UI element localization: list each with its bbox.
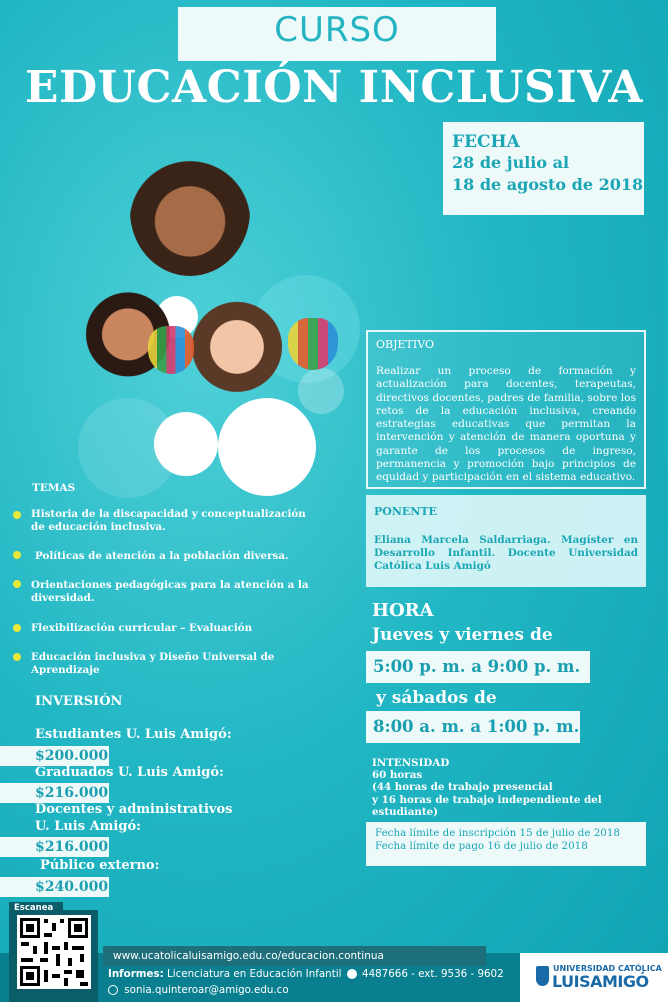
bullet-icon <box>13 511 21 519</box>
university-logo-icon <box>536 966 549 986</box>
email-icon <box>108 985 118 995</box>
deadlines-panel <box>366 822 646 866</box>
deadline-inscripcion: Fecha límite de inscripción 15 de julio de 2018 <box>375 827 620 839</box>
ponente-text: Eliana Marcela Saldarriaga. Magíster en Desarrollo Infantil. Docente Universidad Católica Luis Amigó <box>374 534 638 572</box>
painted-hands <box>288 318 338 370</box>
docentes-label-2: U. Luis Amigó: <box>35 819 141 834</box>
hora-weekdays: Jueves y viernes de <box>372 625 553 645</box>
decor-circle <box>298 368 344 414</box>
qr-code-icon[interactable] <box>17 915 91 989</box>
tema-item: Políticas de atención a la población diversa. <box>35 550 289 562</box>
graduados-price: $216.000 <box>0 783 109 803</box>
objetivo-heading: OBJETIVO <box>376 338 434 351</box>
child-photo-top <box>130 146 250 276</box>
intensidad-detail1: (44 horas de trabajo presencial <box>372 781 553 794</box>
weekday-time: 5:00 p. m. a 9:00 p. m. <box>366 651 590 683</box>
bullet-icon <box>13 624 21 632</box>
graduados-label: Graduados U. Luis Amigó: <box>35 765 224 780</box>
decor-circle <box>218 398 316 496</box>
tema-item: Historia de la discapacidad y conceptualización de educación inclusiva. <box>31 508 306 533</box>
bullet-icon <box>13 580 21 588</box>
hora-label: HORA <box>372 600 434 621</box>
bullet-icon <box>13 551 21 559</box>
ponente-heading: PONENTE <box>374 505 437 518</box>
escanea-label: Escanea <box>9 902 63 915</box>
publico-price: $240.000 <box>0 877 109 897</box>
bullet-icon <box>13 653 21 661</box>
phone-icon <box>347 969 357 979</box>
saturday-time: 8:00 a. m. a 1:00 p. m. <box>366 711 580 743</box>
estudiantes-price: $200.000 <box>0 746 109 766</box>
informes-text: Licenciatura en Educación Infantil <box>167 968 342 980</box>
email-line <box>108 984 289 996</box>
docentes-label: Docentes y administrativos <box>35 802 233 817</box>
intensidad-hours: 60 horas <box>372 769 423 782</box>
estudiantes-label: Estudiantes U. Luis Amigó: <box>35 727 232 742</box>
ponente-panel <box>366 495 646 587</box>
child-photo-right <box>186 282 288 400</box>
fecha-label: FECHA <box>452 132 520 152</box>
fecha-line2: 18 de agosto de 2018 <box>452 175 644 194</box>
decor-circle <box>154 412 218 476</box>
fecha-line1: 28 de julio al <box>452 153 570 172</box>
intensidad-detail2: y 16 horas de trabajo independiente del estudiante) <box>372 793 602 818</box>
intensidad-heading: INTENSIDAD <box>372 757 450 769</box>
course-title: EDUCACIÓN INCLUSIVA <box>24 62 644 113</box>
tema-item: Educación inclusiva y Diseño Universal de Aprendizaje <box>31 651 275 676</box>
informes-line <box>108 968 504 980</box>
temas-heading: TEMAS <box>32 482 76 494</box>
informes-label: Informes: <box>108 968 164 980</box>
tema-item: Orientaciones pedagógicas para la atención a la diversidad. <box>31 579 309 604</box>
painted-hands <box>148 326 194 374</box>
logo-line2: LUISAMIGÓ <box>552 972 649 991</box>
inversion-heading: INVERSIÓN <box>35 694 123 709</box>
objetivo-panel <box>366 330 646 489</box>
website-link[interactable]: www.ucatolicaluisamigo.edu.co/educacion.continua <box>103 946 486 966</box>
docentes-price: $216.000 <box>0 837 109 857</box>
phone-number: 4487666 - ext. 9536 - 9602 <box>362 968 504 980</box>
logo-line1: UNIVERSIDAD CATÓLICA <box>553 964 662 973</box>
objetivo-text: Realizar un proceso de formación y actualización para docentes, terapeutas, directivos docentes, padres de familia, sobre los retos de la educación inclusiva, creando estrategias educativas que permitan la intervención y atención de manera oportuna y garante de los procesos de ingreso, permanencia y promoción bajo principios de equidad y participación en el sistema educativo. <box>376 365 636 484</box>
email-link[interactable]: sonia.quinteroar@amigo.edu.co <box>124 984 289 996</box>
curso-label: CURSO <box>274 10 400 50</box>
deadline-pago: Fecha límite de pago 16 de julio de 2018 <box>375 840 588 852</box>
hora-saturdays: y sábados de <box>376 688 497 708</box>
publico-label: Público externo: <box>40 858 160 873</box>
intensidad-block <box>372 757 668 818</box>
fecha-panel <box>443 122 644 215</box>
tema-item: Flexibilización curricular – Evaluación <box>31 622 253 634</box>
